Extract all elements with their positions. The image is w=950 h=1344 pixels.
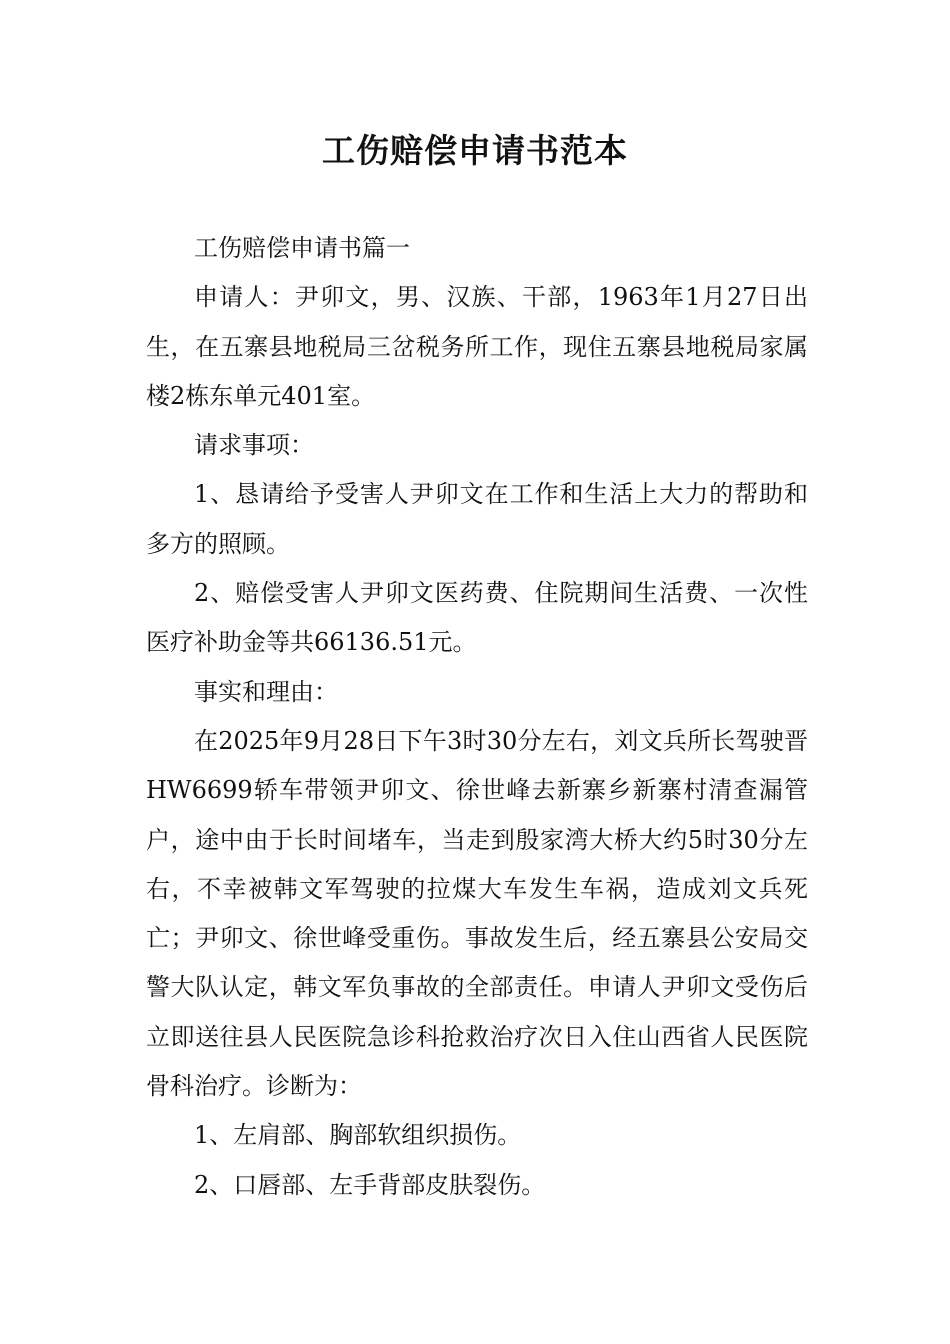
diagnosis-item: 2、口唇部、左手背部皮肤裂伤。 (194, 1170, 546, 1199)
diagnosis-item: 1、左肩部、胸部软组织损伤。 (194, 1121, 522, 1150)
claims-heading: 请求事项： (194, 431, 314, 460)
claim-item: 1、恳请给予受害人尹卯文在工作和生活上大力的帮助和多方的照顾。 (146, 480, 808, 558)
section-heading: 工伤赔偿申请书篇一 (194, 234, 410, 262)
document-body (146, 224, 808, 1210)
document-title: 工伤赔偿申请书范本 (322, 131, 628, 170)
facts-paragraph: 在2025年9月28日下午3时30分左右，刘文兵所长驾驶晋 HW6699轿车带领尹卯文、徐世峰去新寨乡新寨村清查漏管户，途中由于长时间堵车，当走到殷家湾大桥大约5时30分左右，不幸被韩文军驾驶的拉煤大车发生车祸，造成刘文兵死亡；尹卯文、徐世峰受重伤。事故发生后，经五寨县公安局交警大队认定，韩文军负事故的全部责任。申请人尹卯文受伤后立即送往县人民医院急诊科抢救治疗次日入住山西省人民医院骨科治疗。诊断为： (146, 726, 808, 1101)
facts-heading: 事实和理由： (194, 677, 338, 706)
claim-item: 2、赔偿受害人尹卯文医药费、住院期间生活费、一次性医疗补助金等共66136.51元。 (146, 579, 808, 657)
applicant-paragraph: 申请人：尹卯文，男、汉族、干部，1963年1月27日出生，在五寨县地税局三岔税务所工作，现住五寨县地税局家属楼2栋东单元401室。 (146, 283, 808, 410)
